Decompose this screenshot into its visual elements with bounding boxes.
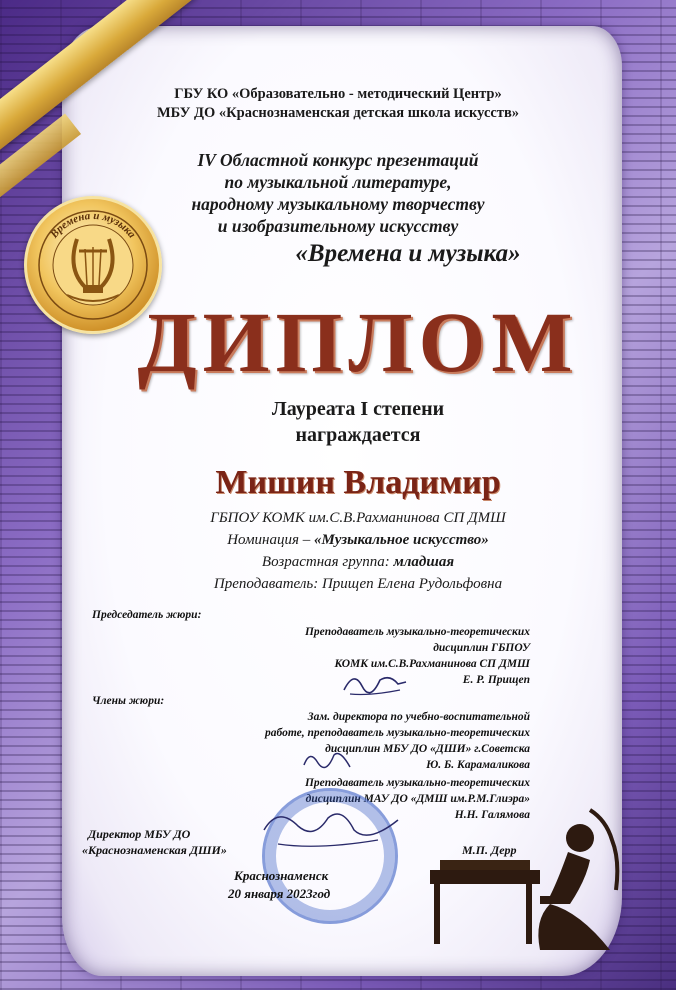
jury-chair-line-2: дисциплин ГБПОУ xyxy=(433,642,530,654)
director-name: М.П. Дерр xyxy=(462,843,517,857)
member1-name: Ю. Б. Карамаликова xyxy=(426,759,530,771)
director-line-2: «Краснознаменская ДШИ» xyxy=(82,843,227,857)
contest-line-2: по музыкальной литературе, xyxy=(224,172,452,192)
jury-chair-name: Е. Р. Прищеп xyxy=(462,674,530,686)
member2-line-1: Преподаватель музыкально-теоретических xyxy=(304,777,530,789)
contest-line-1: IV Областной конкурс презентаций xyxy=(197,150,479,170)
organizer-line-1: ГБУ КО «Образовательно - методический Центр» xyxy=(174,86,502,102)
svg-text:Времена и музыка: Времена и музыка xyxy=(48,209,138,241)
contest-motto: «Времена и музыка» xyxy=(295,240,521,267)
jury-chair-label: Председатель жюри: xyxy=(92,609,202,621)
director-line-1: Директор МБУ ДО xyxy=(88,827,191,841)
jury-chair-line-1: Преподаватель музыкально-теоретических xyxy=(304,626,530,638)
winner-teacher: Преподаватель: Прищеп Елена Рудольфовна xyxy=(213,576,503,592)
member1-signature xyxy=(300,745,360,777)
winner-school: ГБПОУ КОМК им.С.В.Рахманинова СП ДМШ xyxy=(210,510,506,526)
director-signature xyxy=(258,800,408,860)
award-awarded: награждается xyxy=(295,424,421,446)
date: 20 января 2023год xyxy=(228,886,331,901)
member2-line-2: дисциплин МАУ ДО «ДМШ им.Р.М.Глиэра» xyxy=(305,793,530,805)
contest-line-3: народному музыкальному творчеству xyxy=(191,194,485,214)
winner-age-group: Возрастная группа: младшая xyxy=(261,554,455,570)
member1-line-3: дисциплин МБУ ДО «ДШИ» г.Советска xyxy=(325,743,530,755)
winner-nomination: Номинация – «Музыкальное искусство» xyxy=(227,532,489,548)
award-degree: Лауреата I степени xyxy=(271,398,445,420)
chair-signature xyxy=(340,666,410,700)
diploma-title: ДИПЛОМ xyxy=(137,294,579,390)
pianist-silhouette-icon xyxy=(430,800,630,960)
organizer-line-2: МБУ ДО «Краснознаменская детская школа искусств» xyxy=(156,105,520,121)
member1-line-2: работе, преподаватель музыкально-теоретических xyxy=(265,727,530,739)
jury-members-label: Члены жюри: xyxy=(92,695,165,707)
jury-chair-line-3: КОМК им.С.В.Рахманинова СП ДМШ xyxy=(334,658,530,670)
member1-line-1: Зам. директора по учебно-воспитательной xyxy=(307,711,530,723)
city: Краснознаменск xyxy=(234,868,329,883)
contest-line-4: и изобразительному искусству xyxy=(217,216,459,236)
member2-name: Н.Н. Галямова xyxy=(454,809,530,821)
winner-name: Мишин Владимир xyxy=(215,464,501,501)
